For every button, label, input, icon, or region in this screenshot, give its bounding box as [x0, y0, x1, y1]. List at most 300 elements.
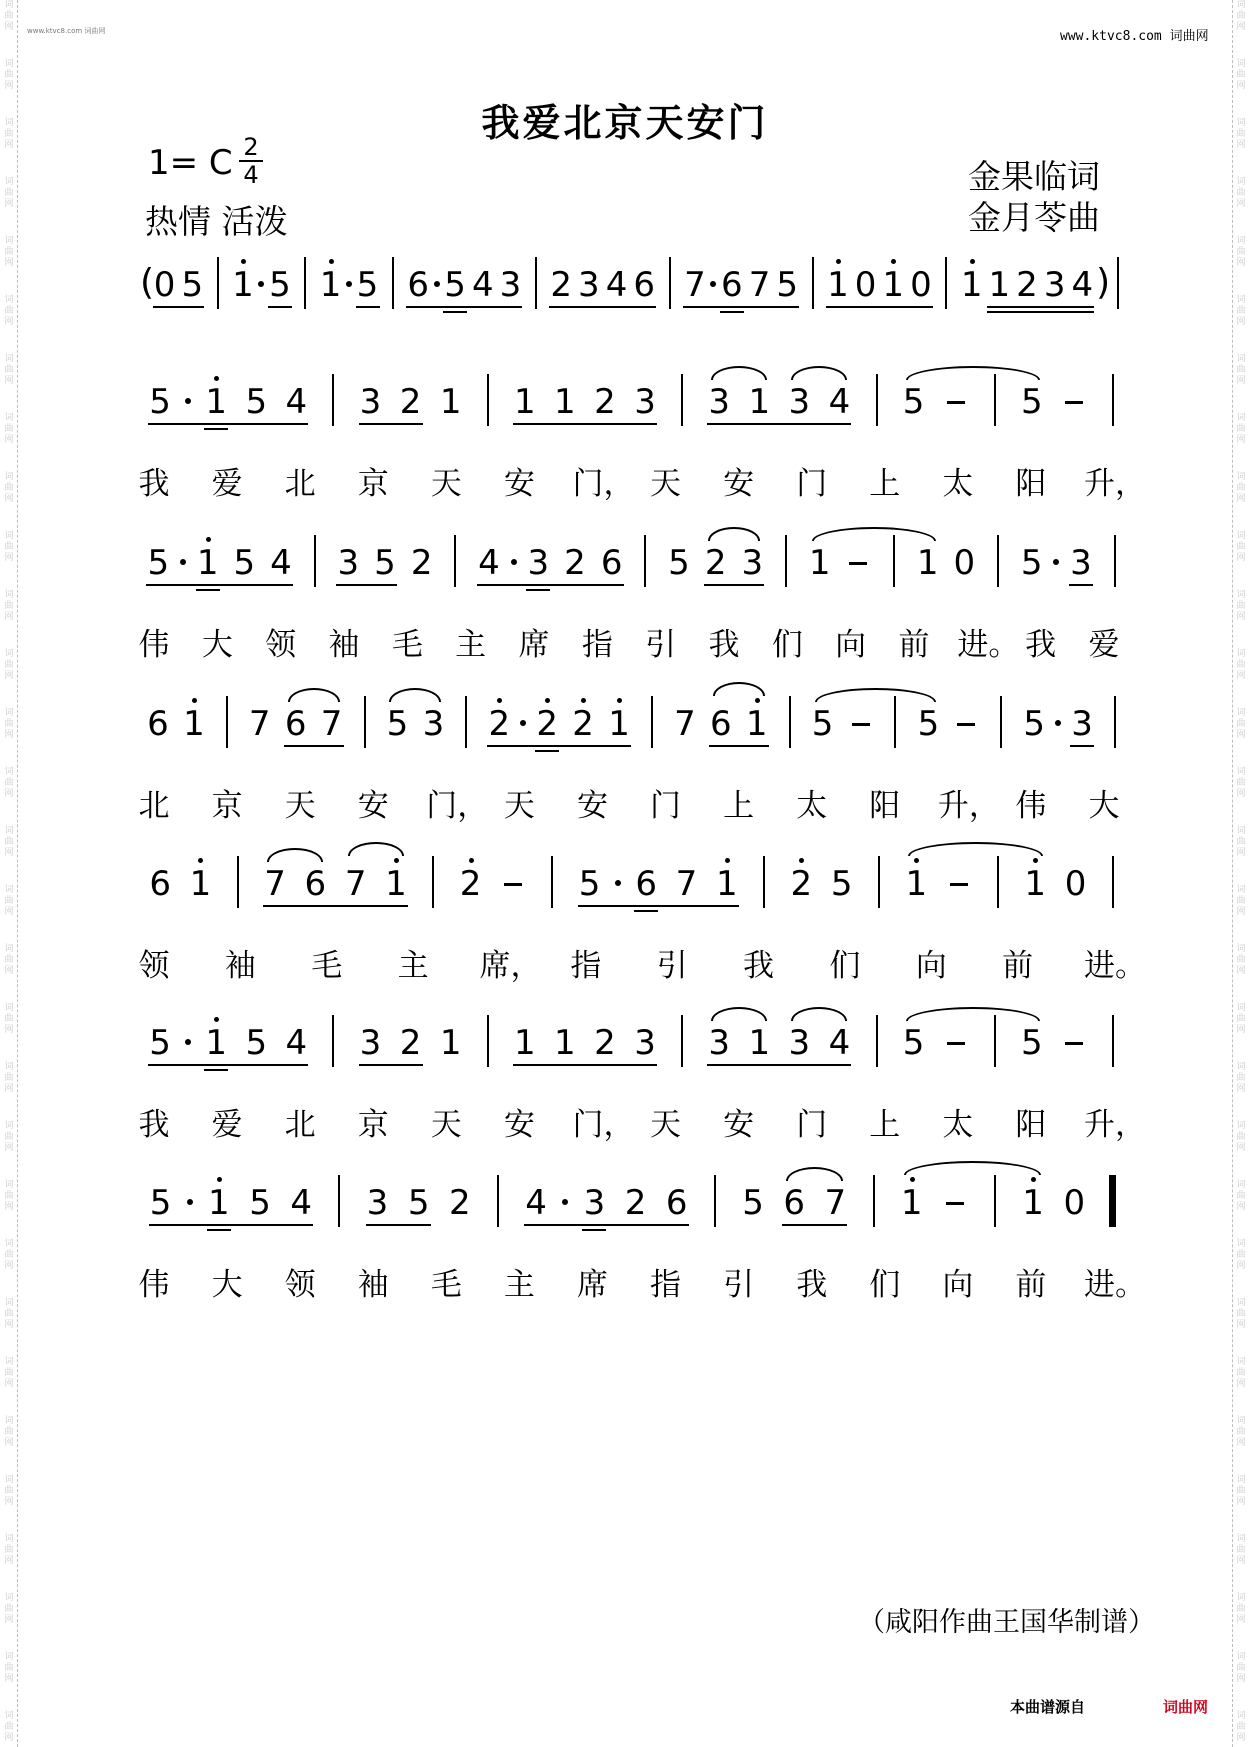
lyric-syllable: 我 [708, 627, 740, 663]
bar-line [364, 696, 366, 748]
note: 6 [147, 704, 169, 744]
note: 5 [245, 1023, 268, 1063]
lyric-syllable: 北 [284, 466, 316, 502]
note: 3 [527, 543, 550, 583]
watermark-text: 词 曲 网 [4, 1711, 14, 1743]
lyric-syllable: 天 [430, 466, 462, 502]
note: 1 [880, 265, 906, 305]
note: 0 [854, 265, 877, 305]
lyric-syllable: 我 [138, 466, 170, 502]
underline-beam [153, 306, 205, 308]
note: 4 [290, 1183, 312, 1223]
note: 4 [285, 382, 308, 422]
note: 5 [374, 543, 396, 583]
augmentation-dot [180, 559, 186, 565]
lyric-syllable: 天 [430, 1107, 462, 1143]
lyric-syllable: 领 [284, 1267, 316, 1303]
lyric-syllable: 阳 [1015, 466, 1047, 502]
lyric-syllable: 前 [1015, 1267, 1047, 1303]
bar-line [217, 257, 219, 309]
note: 5 [1020, 1023, 1043, 1063]
bar-line [1114, 696, 1116, 748]
watermark-text: 词 曲 网 [1236, 177, 1246, 209]
note: 5 [902, 382, 925, 422]
note: 3 [366, 1183, 389, 1223]
note: 1 [1020, 1183, 1046, 1223]
notes-row [140, 382, 1130, 430]
note: 2 [399, 382, 422, 422]
note: 2 [570, 704, 596, 744]
note: 1 [748, 1023, 771, 1063]
watermark-text: 词 曲 网 [4, 1180, 14, 1212]
underline-beam [487, 745, 631, 747]
lyric-syllable: 前 [1002, 948, 1034, 984]
watermark-text: 词 曲 网 [4, 531, 14, 563]
sustain-dash [852, 723, 870, 726]
note: 5 [249, 1183, 271, 1223]
underline-beam [582, 1229, 606, 1231]
slur-arc [791, 1007, 847, 1021]
note: 1 [554, 382, 576, 422]
lyric-syllable: 进。 [1084, 948, 1146, 984]
site-header[interactable] [1060, 25, 1209, 44]
watermark-text: 词 曲 网 [1236, 1652, 1246, 1684]
note: 6 [783, 1183, 805, 1223]
augmentation-dot [520, 720, 526, 726]
watermark-text: 词 曲 网 [4, 1357, 14, 1389]
note: 0 [953, 543, 976, 583]
watermark-text: 词 曲 网 [4, 649, 14, 681]
note: 5 [444, 265, 466, 305]
lyric-syllable: 京 [357, 466, 389, 502]
sustain-dash [1065, 1042, 1083, 1045]
lyric-syllable: 向 [835, 627, 867, 663]
note: 5 [578, 864, 601, 904]
slur-arc [908, 842, 1043, 856]
sustain-dash [947, 401, 965, 404]
slur-arc [713, 682, 765, 696]
lyric-syllable: 引 [656, 948, 688, 984]
note: 1 [714, 864, 740, 904]
underline-beam [535, 750, 559, 752]
underline-beam [634, 910, 658, 912]
underline-beam [359, 423, 423, 425]
sustain-dash [947, 1042, 965, 1045]
lyricist-credit: 金果临词 [968, 157, 1100, 196]
underline-beam [263, 905, 408, 907]
bar-line [1000, 696, 1002, 748]
bar-line [487, 1015, 489, 1067]
note: 5 [742, 1183, 764, 1223]
bar-line [487, 374, 489, 426]
note: 0 [910, 265, 932, 305]
underline-beam [284, 745, 344, 747]
underline-beam [268, 306, 292, 308]
lyric-syllable: 北 [284, 1107, 316, 1143]
lyric-syllable: 升， [937, 788, 1000, 824]
watermark-text: 词 曲 网 [1236, 1239, 1246, 1271]
lyric-syllable: 门 [650, 788, 682, 824]
note: 1 [513, 382, 536, 422]
slur-arc [812, 527, 936, 541]
underline-beam [406, 306, 522, 308]
notes-row [140, 1023, 1130, 1071]
note: 4 [525, 1183, 547, 1223]
note: 3 [422, 704, 445, 744]
watermark-text: 词 曲 网 [4, 1534, 14, 1566]
note: 3 [708, 1023, 730, 1063]
lyric-syllable: 太 [796, 788, 828, 824]
underline-beam [683, 306, 799, 308]
bar-line [314, 535, 316, 587]
note: 6 [600, 543, 623, 583]
note: 3 [359, 1023, 382, 1063]
lyric-syllable: 伟 [1015, 788, 1047, 824]
note: 3 [1071, 704, 1093, 744]
watermark-text: 词 曲 网 [1236, 1062, 1246, 1094]
lyric-syllable: 安 [503, 466, 535, 502]
right-watermark-strip [1232, 0, 1250, 1747]
watermark-text: 词 曲 网 [4, 295, 14, 327]
watermark-text: 词 曲 网 [4, 885, 14, 917]
note: 7 [748, 265, 771, 305]
note: 6 [635, 864, 657, 904]
lyric-syllable: 向 [942, 1267, 974, 1303]
watermark-text: 词 曲 网 [1236, 826, 1246, 858]
lyric-syllable: 引 [645, 627, 677, 663]
watermark-text: 词 曲 网 [4, 118, 14, 150]
lyric-syllable: 门， [426, 788, 489, 824]
note: 1 [1022, 864, 1048, 904]
note: 5 [356, 265, 379, 305]
note: 3 [741, 543, 764, 583]
watermark-text: 词 曲 网 [1236, 649, 1246, 681]
note: 5 [149, 382, 171, 422]
lyric-syllable: 上 [869, 1107, 901, 1143]
note: 5 [386, 704, 409, 744]
bar-line [237, 856, 239, 908]
note: 7 [248, 704, 271, 744]
lyric-syllable: 太 [942, 1107, 974, 1143]
watermark-text: 词 曲 网 [1236, 1534, 1246, 1566]
note: 1 [988, 265, 1011, 305]
lyric-syllable: 大 [1088, 788, 1120, 824]
note: 4 [478, 543, 500, 583]
lyric-syllable: 前 [898, 627, 930, 663]
bar-line [945, 257, 947, 309]
underline-beam [356, 306, 380, 308]
note: 1 [195, 543, 221, 583]
augmentation-dot [258, 281, 264, 287]
note: 7 [320, 704, 343, 744]
augmentation-dot [615, 880, 621, 886]
note: 1 [439, 1023, 462, 1063]
watermark-text: 词 曲 网 [4, 826, 14, 858]
note: 1 [181, 704, 207, 744]
bar-line [785, 535, 787, 587]
note: 2 [1016, 265, 1038, 305]
watermark-text: 词 曲 网 [1236, 885, 1246, 917]
note: 3 [359, 382, 382, 422]
lyric-syllable: 指 [650, 1267, 682, 1303]
underline-beam [207, 1229, 231, 1231]
note: 7 [344, 864, 367, 904]
slur-arc [389, 688, 441, 702]
underline-beam [1069, 584, 1093, 586]
note: 3 [634, 1023, 656, 1063]
slur-arc [708, 527, 761, 541]
bar-line [681, 1015, 683, 1067]
key-signature: 1= C [148, 143, 233, 183]
bar-line [304, 257, 306, 309]
watermark-text: 词 曲 网 [1236, 1416, 1246, 1448]
note: 2 [448, 1183, 471, 1223]
lyric-syllable: 大 [201, 627, 233, 663]
bar-line [332, 374, 334, 426]
transcriber-credit: （咸阳作曲王国华制谱） [858, 1607, 1155, 1638]
note: 1 [959, 265, 985, 305]
note: 3 [578, 265, 600, 305]
note: 2 [594, 382, 616, 422]
underline-beam [987, 311, 1094, 313]
bar-line [994, 1015, 996, 1067]
underline-beam [526, 589, 550, 591]
augmentation-dot [1055, 720, 1061, 726]
watermark-text: 词 曲 网 [1236, 944, 1246, 976]
note: 1 [825, 265, 851, 305]
slur-arc [906, 366, 1040, 380]
bar-line [894, 696, 896, 748]
note: 2 [458, 864, 484, 904]
watermark-text: 词 曲 网 [4, 472, 14, 504]
lyric-syllable: 门 [796, 466, 828, 502]
sustain-dash [950, 883, 968, 886]
bar-line [878, 856, 880, 908]
underline-beam [987, 306, 1094, 308]
lyric-syllable: 伟 [138, 627, 170, 663]
bar-line [551, 856, 553, 908]
underline-beam [549, 306, 656, 308]
lyric-syllable: 引 [723, 1267, 755, 1303]
lyric-syllable: 袖 [224, 948, 256, 984]
note: 2 [550, 265, 573, 305]
watermark-text: 词 曲 网 [4, 1475, 14, 1507]
notes-row [140, 704, 1130, 752]
lyric-syllable: 升， [1084, 1107, 1146, 1143]
lyric-syllable: 北 [138, 788, 170, 824]
bar-line [332, 1015, 334, 1067]
underline-beam [204, 428, 228, 430]
watermark-text: 词 曲 网 [4, 1003, 14, 1035]
watermark-text: 词 曲 网 [4, 1298, 14, 1330]
bar-line [994, 1175, 996, 1227]
note: 1 [187, 864, 213, 904]
note: 1 [899, 1183, 925, 1223]
underline-beam [709, 745, 769, 747]
note: 1 [606, 704, 632, 744]
underline-beam [443, 311, 467, 313]
lyric-syllable: 向 [915, 948, 947, 984]
slur-arc [711, 1007, 767, 1021]
note: 2 [534, 704, 560, 744]
note: 1 [230, 265, 256, 305]
note: 4 [1071, 265, 1094, 305]
sustain-dash [849, 562, 867, 565]
underline-beam [148, 423, 308, 425]
lyric-syllable: 我 [743, 948, 775, 984]
watermark-text: 词 曲 网 [1236, 1711, 1246, 1743]
bar-line [535, 257, 537, 309]
watermark-text: 词 曲 网 [1236, 295, 1246, 327]
note: 6 [304, 864, 327, 904]
note: 1 [744, 704, 770, 744]
note: 3 [788, 382, 811, 422]
lyric-syllable: 毛 [311, 948, 343, 984]
bar-line [651, 696, 653, 748]
underline-beam [578, 905, 739, 907]
watermark-text: 词 曲 网 [4, 177, 14, 209]
note: 5 [902, 1023, 925, 1063]
note: 6 [633, 265, 656, 305]
lyric-syllable: 太 [942, 466, 974, 502]
source-site-link[interactable]: 词曲网 [1163, 1698, 1209, 1716]
augmentation-dot [185, 398, 191, 404]
lyric-syllable: 主 [397, 948, 429, 984]
underline-beam [359, 1064, 423, 1066]
bar-line [876, 1015, 878, 1067]
note: 6 [665, 1183, 688, 1223]
watermark-text: 词 曲 网 [4, 1416, 14, 1448]
watermark-text: 词 曲 网 [4, 354, 14, 386]
underline-beam [826, 306, 933, 308]
note: 7 [684, 265, 706, 305]
lyric-syllable: 爱 [211, 466, 243, 502]
bar-line [873, 1175, 875, 1227]
lyric-syllable: 主 [455, 627, 487, 663]
bar-line [997, 856, 999, 908]
watermark-text: 词 曲 网 [1236, 236, 1246, 268]
note: 5 [1020, 382, 1043, 422]
lyric-syllable: 天 [284, 788, 316, 824]
lyric-syllable: 爱 [1088, 627, 1120, 663]
watermark-text: 词 曲 网 [4, 944, 14, 976]
note: 5 [1020, 543, 1043, 583]
watermark-text: 词 曲 网 [1236, 1003, 1246, 1035]
note: 5 [269, 265, 291, 305]
lyric-syllable: 伟 [138, 1267, 170, 1303]
song-title: 我爱北京天安门 [481, 100, 769, 145]
notes-row [140, 262, 1130, 313]
note: 5 [407, 1183, 430, 1223]
note: 3 [708, 382, 730, 422]
note: 1 [903, 864, 929, 904]
bar-line [497, 1175, 499, 1227]
bar-line [226, 696, 228, 748]
note: 1 [206, 1183, 232, 1223]
lyric-syllable: 席 [518, 627, 550, 663]
note: 1 [318, 265, 344, 305]
watermark-text: 词 曲 网 [4, 1062, 14, 1094]
watermark-text: 词 曲 网 [4, 767, 14, 799]
underline-beam [782, 1224, 847, 1226]
notes-row [140, 1183, 1130, 1231]
watermark-text: 词 曲 网 [1236, 1593, 1246, 1625]
underline-beam [707, 423, 851, 425]
note: 6 [721, 265, 743, 305]
note: 0 [1064, 864, 1087, 904]
bar-line [465, 696, 467, 748]
note: 5 [149, 1023, 171, 1063]
lyric-syllable: 上 [723, 788, 755, 824]
sustain-dash [504, 883, 522, 886]
note: 3 [337, 543, 360, 583]
bar-line [669, 257, 671, 309]
watermark-text: 词 曲 网 [4, 59, 14, 91]
augmentation-dot [511, 559, 517, 565]
site-url[interactable]: www.ktvc8.com [1060, 29, 1162, 44]
note: 5 [917, 704, 940, 744]
lyric-syllable: 毛 [391, 627, 423, 663]
note: 4 [828, 1023, 851, 1063]
underline-beam [148, 1064, 308, 1066]
watermark-text: 词 曲 网 [1236, 1298, 1246, 1330]
lyric-syllable: 京 [211, 788, 243, 824]
lyric-syllable: 领 [138, 948, 170, 984]
note: 5 [233, 543, 256, 583]
note: 2 [624, 1183, 647, 1223]
lyric-syllable: 天 [503, 788, 535, 824]
watermark-text: 词 曲 网 [1236, 354, 1246, 386]
composer-credit: 金月苓曲 [968, 198, 1100, 237]
notes-row [140, 543, 1130, 591]
source-label: 本曲谱源自 [1010, 1698, 1086, 1716]
note: 1 [916, 543, 939, 583]
watermark-text: 词 曲 网 [1236, 472, 1246, 504]
underline-beam [146, 584, 293, 586]
underline-beam [366, 1224, 431, 1226]
note: 3 [583, 1183, 606, 1223]
underline-beam [204, 1069, 228, 1071]
note: 6 [407, 265, 430, 305]
lyric-syllable: 进。 [957, 627, 1020, 663]
bar-line [432, 856, 434, 908]
sustain-dash [1065, 401, 1083, 404]
note: 2 [399, 1023, 422, 1063]
watermark-text: 词 曲 网 [1236, 413, 1246, 445]
note: 7 [824, 1183, 847, 1223]
bar-line [392, 257, 394, 309]
lyric-syllable: 阳 [869, 788, 901, 824]
watermark-text: 词 曲 网 [4, 0, 14, 32]
note: 3 [1070, 543, 1092, 583]
lyric-syllable: 门， [572, 466, 635, 502]
lyric-syllable: 我 [1025, 627, 1057, 663]
site-name[interactable]: 词曲网 [1169, 29, 1209, 44]
note: 6 [709, 704, 732, 744]
augmentation-dot [562, 1199, 568, 1205]
note: 1 [513, 1023, 536, 1063]
watermark-text: 词 曲 网 [1236, 590, 1246, 622]
watermark-text: 词 曲 网 [4, 1121, 14, 1153]
note: 3 [499, 265, 522, 305]
slur-arc [815, 688, 937, 702]
note: 1 [203, 1023, 229, 1063]
bar-line [454, 535, 456, 587]
lyric-syllable: 袖 [357, 1267, 389, 1303]
final-bar-line [1109, 1175, 1116, 1227]
note: 1 [203, 382, 229, 422]
note: 4 [828, 382, 851, 422]
